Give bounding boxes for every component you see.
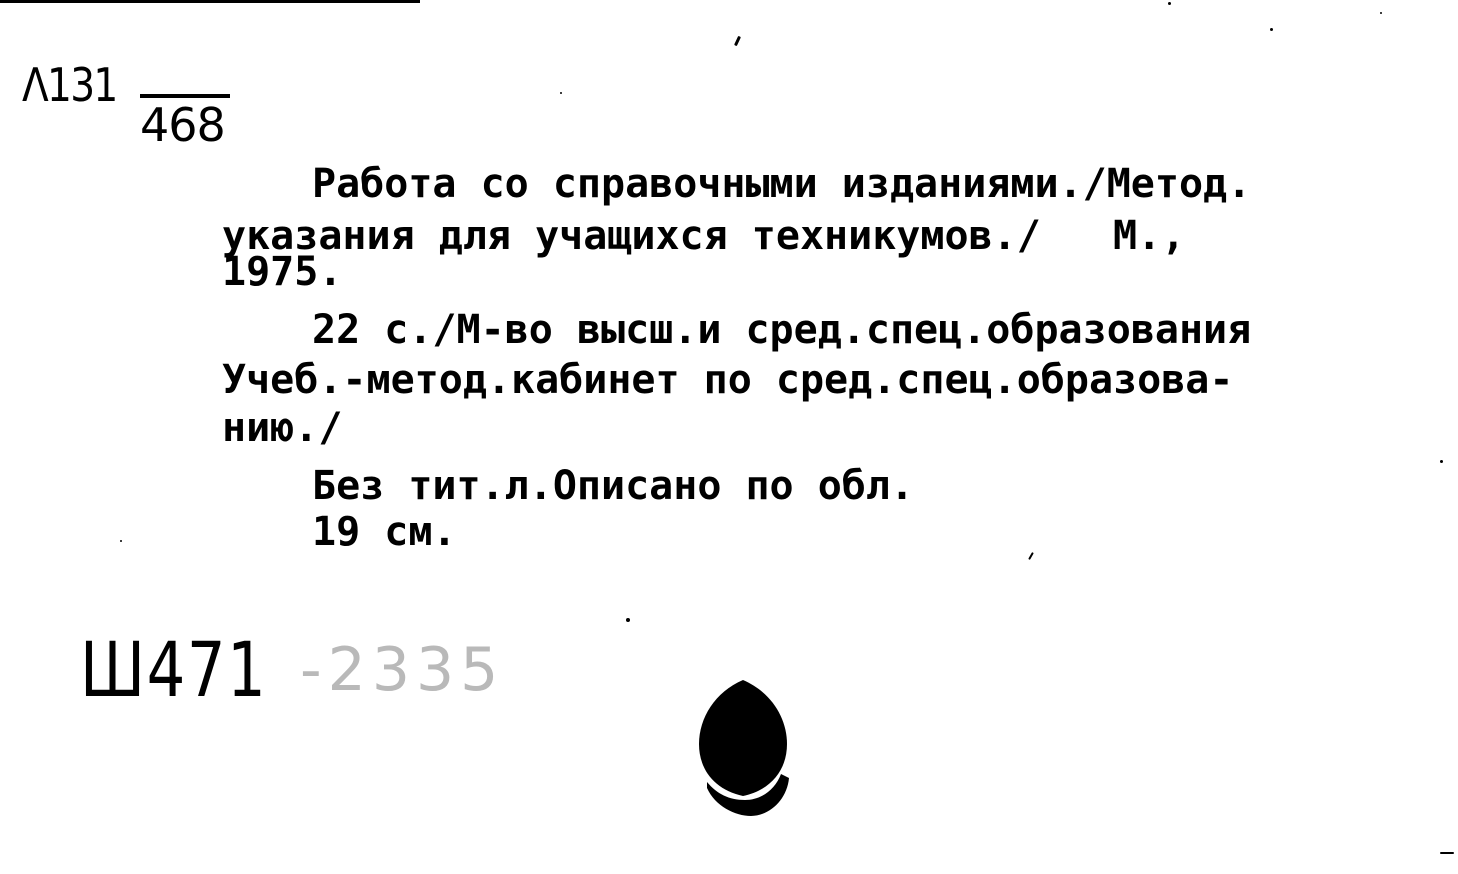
punch-hole-icon xyxy=(695,678,791,818)
faded-number: -2335 xyxy=(300,635,505,705)
inventory-number: Ш471 xyxy=(80,625,268,714)
card-line-1: Работа со справочными изданиями./Метод. xyxy=(312,161,1252,207)
card-line-3: 1975. xyxy=(222,249,343,295)
speck xyxy=(1380,12,1382,14)
speck xyxy=(120,540,122,542)
speck xyxy=(560,92,562,94)
speck xyxy=(1168,2,1171,5)
card-line-2: указания для учащихся техникумов./ М., xyxy=(222,213,1186,259)
shelfmark-bottom: 468 xyxy=(140,98,225,152)
speck xyxy=(1440,460,1443,463)
card-line-4: 22 с./М-во высш.и сред.спец.образования xyxy=(312,307,1252,353)
card-line-8: 19 см. xyxy=(312,509,457,555)
speck xyxy=(1270,28,1273,31)
card-line-6: нию./ xyxy=(222,405,343,451)
card-top-edge xyxy=(0,0,420,3)
card-line-5: Учеб.-метод.кабинет по сред.спец.образова- xyxy=(222,357,1234,403)
speck xyxy=(626,618,630,622)
speck xyxy=(1028,552,1034,560)
speck xyxy=(734,36,741,46)
speck xyxy=(1440,852,1454,854)
shelfmark-top: Λ131 xyxy=(22,58,117,112)
card-line-7: Без тит.л.Описано по обл. xyxy=(312,463,915,509)
